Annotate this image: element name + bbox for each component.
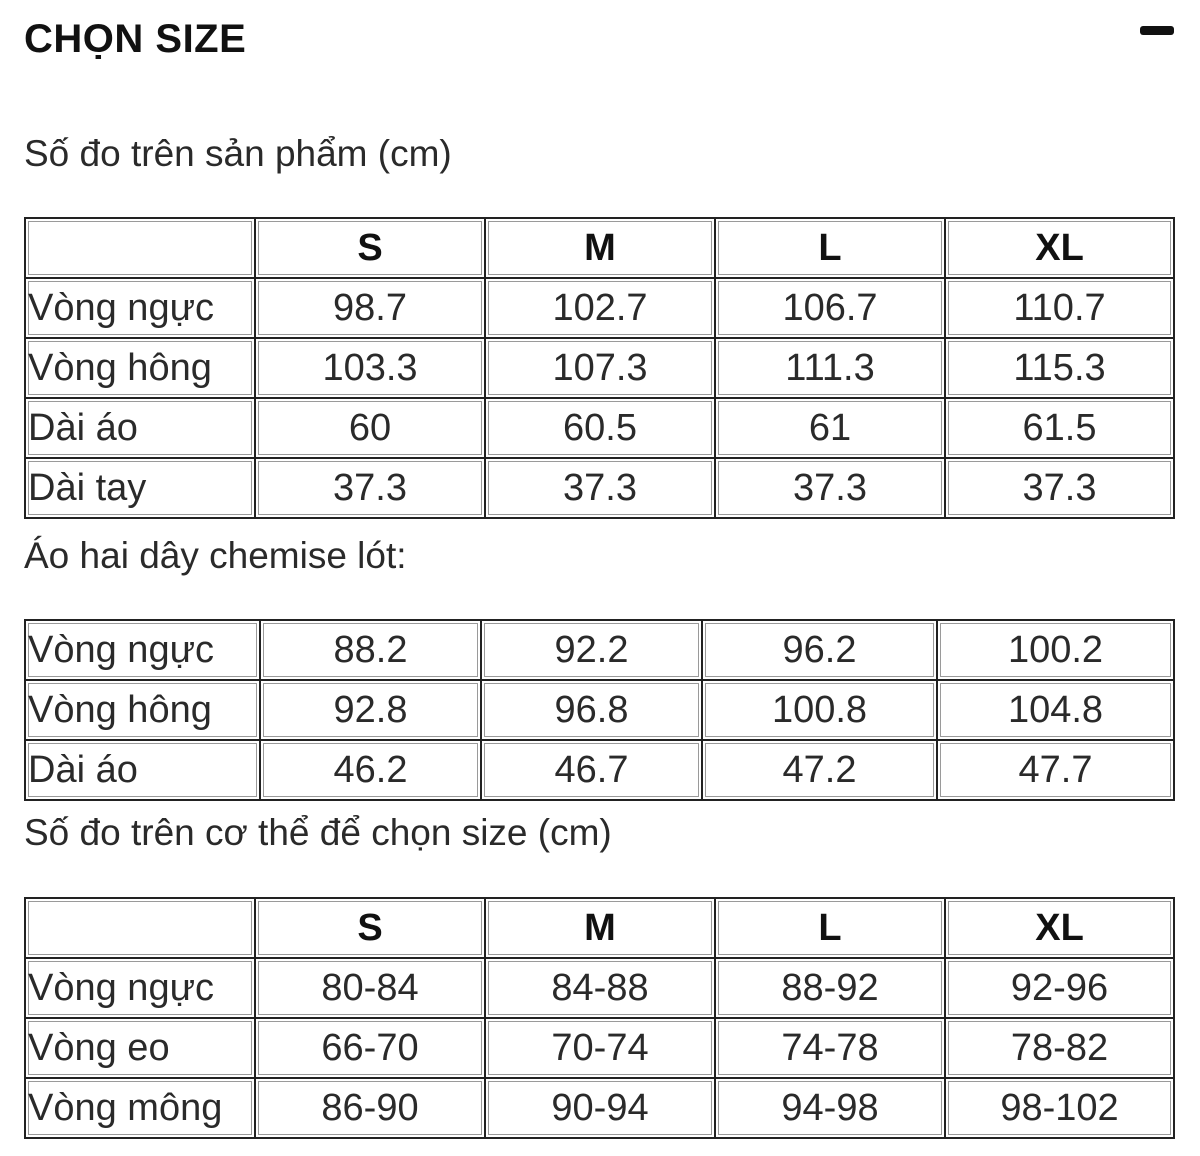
table-cell: 103.3 bbox=[255, 338, 485, 398]
table-cell: 66-70 bbox=[255, 1018, 485, 1078]
table-row bbox=[25, 458, 1174, 518]
table-row bbox=[25, 278, 1174, 338]
table-row bbox=[25, 1018, 1174, 1078]
header-cell-l: L bbox=[715, 898, 945, 958]
table-header-row bbox=[25, 898, 1174, 958]
table-row bbox=[25, 958, 1174, 1018]
table-cell: 106.7 bbox=[715, 278, 945, 338]
header-cell-m: M bbox=[485, 898, 715, 958]
product-measurements-heading: Số đo trên sản phẩm (cm) bbox=[24, 133, 452, 174]
header-cell-s: S bbox=[255, 898, 485, 958]
header-cell-xl: XL bbox=[945, 898, 1174, 958]
header-cell-s: S bbox=[255, 218, 485, 278]
table-cell: 96.8 bbox=[481, 680, 702, 740]
table-cell: 37.3 bbox=[255, 458, 485, 518]
table-cell: 46.2 bbox=[260, 740, 481, 800]
table-cell: 70-74 bbox=[485, 1018, 715, 1078]
table-cell: 104.8 bbox=[937, 680, 1174, 740]
size-chart-header[interactable] bbox=[24, 14, 1176, 64]
row-label: Vòng mông bbox=[25, 1078, 255, 1138]
table-cell: 92.8 bbox=[260, 680, 481, 740]
table-cell: 100.8 bbox=[702, 680, 937, 740]
table-cell: 37.3 bbox=[485, 458, 715, 518]
table-row bbox=[25, 338, 1174, 398]
table-cell: 90-94 bbox=[485, 1078, 715, 1138]
body-size-table bbox=[24, 897, 1175, 1139]
body-measurements-heading: Số đo trên cơ thể để chọn size (cm) bbox=[24, 812, 612, 853]
table-cell: 94-98 bbox=[715, 1078, 945, 1138]
row-label: Vòng eo bbox=[25, 1018, 255, 1078]
row-label: Vòng hông bbox=[25, 680, 260, 740]
table-cell: 74-78 bbox=[715, 1018, 945, 1078]
product-size-table bbox=[24, 217, 1175, 519]
table-row bbox=[25, 1078, 1174, 1138]
table-cell: 88.2 bbox=[260, 620, 481, 680]
row-label: Dài áo bbox=[25, 398, 255, 458]
table-cell: 60 bbox=[255, 398, 485, 458]
table-row bbox=[25, 680, 1174, 740]
table-cell: 37.3 bbox=[945, 458, 1174, 518]
page-title: CHỌN SIZE bbox=[24, 17, 247, 61]
table-cell: 37.3 bbox=[715, 458, 945, 518]
table-cell: 47.7 bbox=[937, 740, 1174, 800]
table-cell: 46.7 bbox=[481, 740, 702, 800]
table-cell: 111.3 bbox=[715, 338, 945, 398]
table-row bbox=[25, 398, 1174, 458]
table-cell: 47.2 bbox=[702, 740, 937, 800]
table-cell: 92-96 bbox=[945, 958, 1174, 1018]
table-cell: 98.7 bbox=[255, 278, 485, 338]
table-cell: 88-92 bbox=[715, 958, 945, 1018]
table-row bbox=[25, 620, 1174, 680]
header-cell bbox=[25, 218, 255, 278]
row-label: Vòng ngực bbox=[25, 620, 260, 680]
table-cell: 107.3 bbox=[485, 338, 715, 398]
row-label: Dài tay bbox=[25, 458, 255, 518]
row-label: Vòng ngực bbox=[25, 278, 255, 338]
table-cell: 60.5 bbox=[485, 398, 715, 458]
row-label: Vòng ngực bbox=[25, 958, 255, 1018]
minus-icon[interactable] bbox=[1140, 26, 1174, 35]
header-cell bbox=[25, 898, 255, 958]
table-cell: 80-84 bbox=[255, 958, 485, 1018]
table-cell: 61.5 bbox=[945, 398, 1174, 458]
table-cell: 92.2 bbox=[481, 620, 702, 680]
table-cell: 96.2 bbox=[702, 620, 937, 680]
camisole-heading: Áo hai dây chemise lót: bbox=[24, 535, 407, 576]
table-cell: 115.3 bbox=[945, 338, 1174, 398]
table-cell: 110.7 bbox=[945, 278, 1174, 338]
table-cell: 84-88 bbox=[485, 958, 715, 1018]
row-label: Vòng hông bbox=[25, 338, 255, 398]
table-cell: 86-90 bbox=[255, 1078, 485, 1138]
table-row bbox=[25, 740, 1174, 800]
row-label: Dài áo bbox=[25, 740, 260, 800]
table-header-row bbox=[25, 218, 1174, 278]
table-cell: 78-82 bbox=[945, 1018, 1174, 1078]
table-cell: 61 bbox=[715, 398, 945, 458]
table-cell: 98-102 bbox=[945, 1078, 1174, 1138]
header-cell-l: L bbox=[715, 218, 945, 278]
header-cell-m: M bbox=[485, 218, 715, 278]
camisole-size-table bbox=[24, 619, 1175, 801]
table-cell: 102.7 bbox=[485, 278, 715, 338]
table-cell: 100.2 bbox=[937, 620, 1174, 680]
header-cell-xl: XL bbox=[945, 218, 1174, 278]
